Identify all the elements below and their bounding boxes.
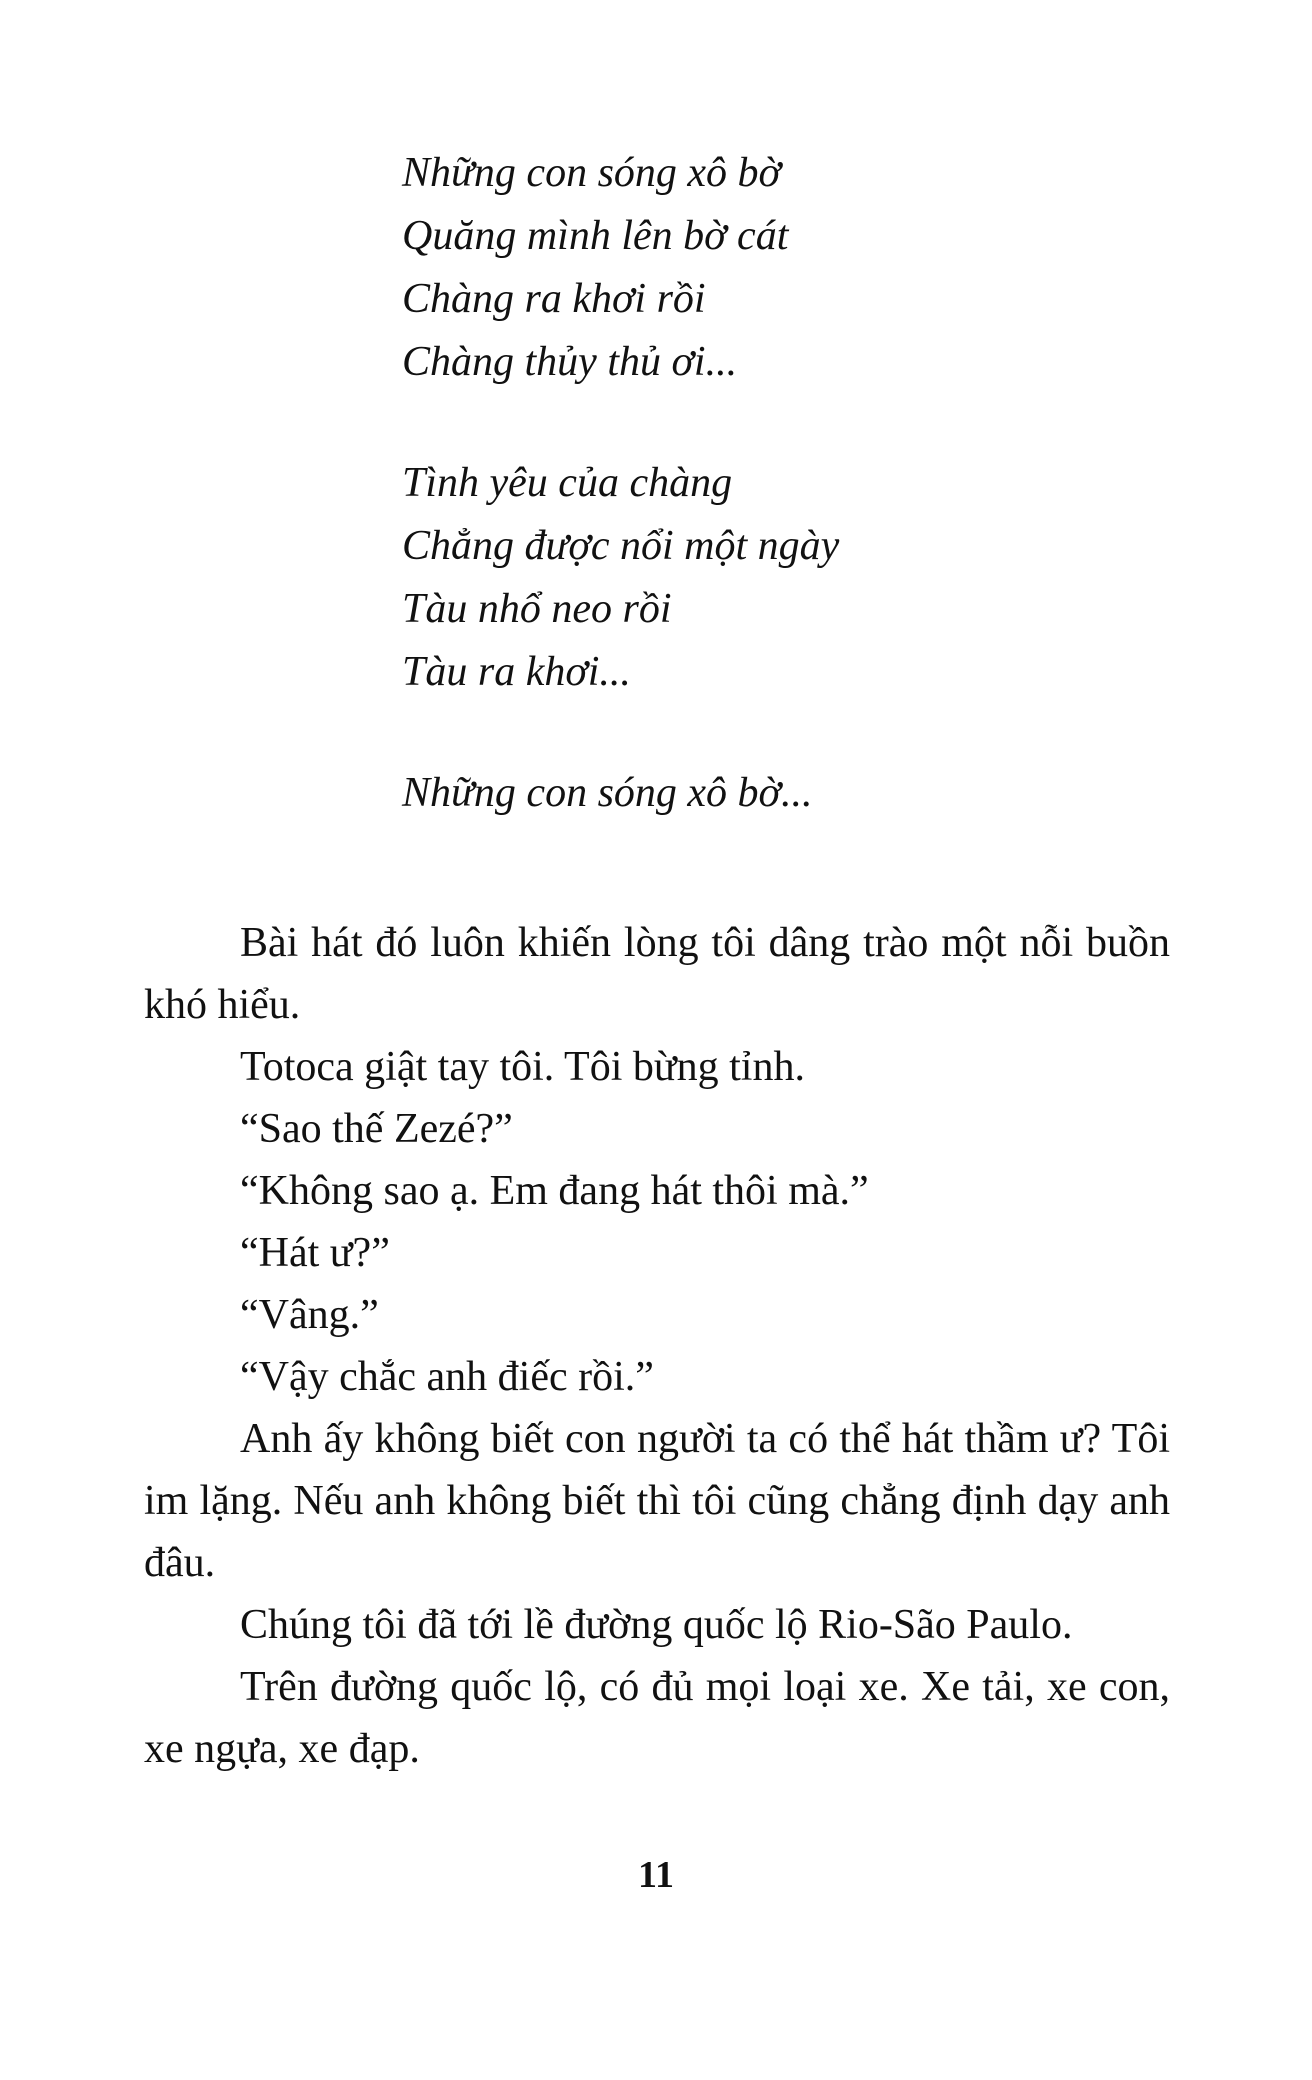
poem-line: Những con sóng xô bờ — [402, 150, 781, 196]
poem-line: Tàu nhổ neo rồi — [402, 586, 672, 632]
dialogue-line: “Không sao ạ. Em đang hát thôi mà.” — [240, 1168, 869, 1214]
dialogue-line: “Sao thế Zezé?” — [240, 1106, 513, 1152]
page-number: 11 — [638, 1854, 674, 1896]
dialogue-line: “Vậy chắc anh điếc rồi.” — [240, 1354, 654, 1400]
poem-line: Quăng mình lên bờ cát — [402, 213, 789, 259]
poem-line: Chàng ra khơi rồi — [402, 276, 706, 322]
dialogue-line: “Vâng.” — [240, 1292, 379, 1338]
poem-line: Tình yêu của chàng — [402, 460, 733, 506]
poem — [402, 142, 1122, 825]
poem-stanza — [402, 452, 1122, 704]
poem-line: Chẳng được nổi một ngày — [402, 523, 840, 569]
paragraph: Chúng tôi đã tới lề đường quốc lộ Rio-São Paulo. — [240, 1602, 1073, 1648]
poem-line: Tàu ra khơi... — [402, 649, 631, 695]
poem-stanza — [402, 762, 1122, 825]
poem-line: Chàng thủy thủ ơi... — [402, 339, 738, 385]
paragraph: Trên đường quốc lộ, có đủ mọi loại xe. Xe tải, xe con, xe ngựa, xe đạp. — [144, 1664, 1170, 1772]
poem-stanza — [402, 142, 1122, 394]
paragraph: Anh ấy không biết con người ta có thể hát thầm ư? Tôi im lặng. Nếu anh không biết thì tôi cũng chẳng định dạy anh đâu. — [144, 1416, 1170, 1586]
paragraph: Bài hát đó luôn khiến lòng tôi dâng trào một nỗi buồn khó hiểu. — [144, 920, 1170, 1028]
paragraph: Totoca giật tay tôi. Tôi bừng tỉnh. — [240, 1044, 805, 1090]
dialogue-line: “Hát ư?” — [240, 1230, 390, 1276]
poem-line: Những con sóng xô bờ... — [402, 770, 813, 816]
prose-body — [144, 912, 1170, 1780]
